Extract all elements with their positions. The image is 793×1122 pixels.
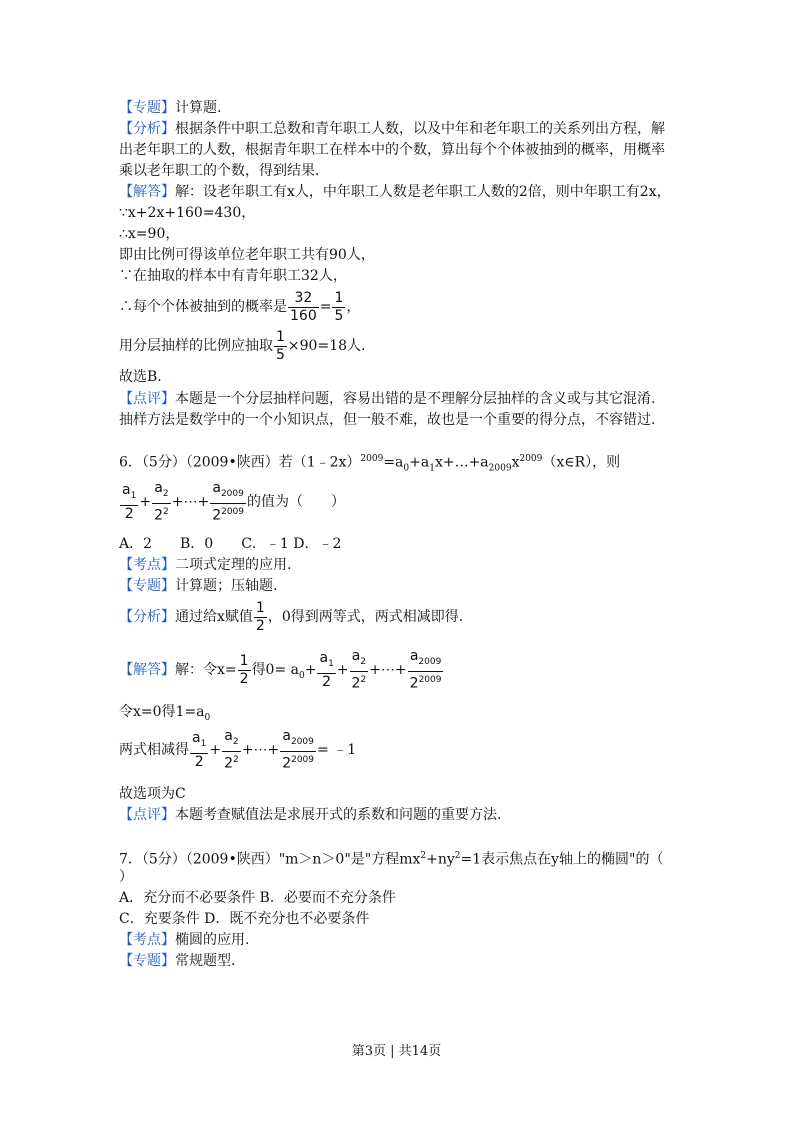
q6-expression-line: $\frac{a_1}{2}$ + $\frac{a_2}{2^2}$ +⋯+ $\frac{a_{2009}}{2^{2009}}$ 的值为（ ） [122, 480, 346, 524]
q5-solution-line-4: 即由比例可得该单位老年职工共有90人， [119, 247, 375, 263]
fraction-numerator [222, 728, 241, 752]
variable: a [224, 728, 233, 744]
base: 2 [224, 755, 233, 772]
fraction-numerator [152, 480, 171, 504]
fraction-a1-over-2 [120, 482, 138, 523]
analysis-tag: 【分析】 [119, 121, 175, 137]
fraction-denominator [222, 752, 241, 773]
subscript: 1 [130, 490, 137, 501]
fraction-numerator [210, 480, 246, 504]
q6-stem-part: =a [383, 454, 404, 471]
q6-stem-part: x [511, 454, 520, 471]
q7-stem-part: +ny [426, 851, 455, 868]
variable: a [282, 728, 291, 744]
solution-tag: 【解答】 [119, 184, 175, 200]
fraction-a2-over-2-squared [350, 648, 369, 692]
q5-solution-line-6 [119, 288, 360, 326]
q5-probability-text: ∴每个个体被抽到的概率是 [119, 299, 287, 315]
q7-stem-part: =1表示焦点在y轴上的椭圆"的（ [460, 851, 664, 868]
fraction-denominator: 2 [239, 670, 249, 687]
q6-stem-text: 6．（5分）（2009•陕西）若（1﹣2x） [119, 454, 361, 471]
q6-stem-part: +a [409, 454, 430, 471]
fraction-denominator [280, 752, 316, 773]
comment-tag: 【点评】 [119, 807, 175, 823]
subscript: 2009 [220, 488, 244, 499]
q7-stem-line-2: ） [119, 869, 133, 885]
subscript: 2009 [418, 656, 442, 667]
variable: a [192, 729, 201, 746]
topic-tag: 【专题】 [119, 953, 175, 969]
fraction-numerator: 1 [276, 328, 285, 345]
q6-options-line: A．2 B．0 C．﹣1 D．﹣2 [119, 536, 342, 552]
base: 2 [409, 675, 419, 692]
exponent: 2009 [291, 754, 315, 765]
topic-tag: 【专题】 [119, 100, 175, 116]
fraction-1-2 [238, 653, 251, 688]
fraction-a2009-over-2-pow [408, 648, 444, 692]
fraction-denominator: 2 [255, 617, 265, 634]
q7-stem-text: 7．（5分）（2009•陕西）"m＞n＞0"是"方程mx [119, 851, 421, 868]
q6-examination-point-line [119, 555, 291, 575]
q5-analysis-text-1: 根据条件中职工总数和青年职工人数，以及中年和老年职工的关系列出方程，解 [175, 121, 665, 137]
subscript: 2009 [488, 463, 512, 474]
fraction-numerator [280, 728, 316, 752]
q5-solution-line-5: ∵在抽取的样本中有青年职工32人， [119, 268, 347, 284]
q6-question-text: 的值为（ ） [247, 494, 346, 511]
q5-analysis-line-1 [119, 119, 665, 139]
exponent: 2009 [221, 506, 245, 517]
q5-sampling-text: 用分层抽样的比例应抽取 [119, 338, 273, 354]
solution-tag: 【解答】 [119, 662, 175, 679]
fraction-32-160 [288, 290, 319, 325]
comma: ， [346, 299, 361, 315]
q6-result-text: = ﹣1 [317, 742, 357, 759]
fraction-numerator [190, 730, 208, 754]
variable: a [319, 649, 329, 666]
subscript: 2 [232, 736, 239, 747]
q7-topic-line [119, 951, 235, 971]
q5-solution-text-1: 解：设老年职工有x人，中年职工人数是老年职工人数的2倍，则中年职工有2x， [175, 184, 671, 200]
subscript: 0 [403, 463, 410, 474]
fraction-1-5 [332, 290, 345, 325]
subscript: 2 [360, 656, 367, 667]
fraction-denominator [408, 672, 444, 693]
fraction-denominator: 160 [290, 307, 317, 324]
q5-solution-line-2: ∵x+2x+160=430， [119, 205, 256, 221]
q6-comment-text: 本题考查赋值法是求展开式的系数和问题的重要方法. [175, 807, 502, 823]
variable: a [351, 648, 361, 664]
q5-analysis-line-3: 乘以老年职工的个数，得到结果. [119, 163, 320, 179]
q5-solution-line-1 [119, 182, 671, 202]
q5-comment-line-2: 抽样方法是数学中的一个小知识点，但一般不难，故也是一个重要的得分点，不容错过. [119, 412, 656, 428]
q5-solution-line-7 [119, 327, 365, 365]
q6-stem-line [119, 449, 620, 478]
comment-tag: 【点评】 [119, 391, 175, 407]
fraction-a2009-over-2-pow [210, 480, 246, 524]
exponent: 2 [232, 754, 239, 765]
fraction-numerator: 1 [334, 289, 344, 306]
fraction-denominator: 5 [334, 307, 344, 324]
fraction-denominator: 2 [322, 673, 332, 690]
variable: a [122, 481, 131, 498]
q6-solution-text-mid: 得0= a [251, 662, 299, 679]
exponent: 2009 [519, 454, 543, 464]
fraction-numerator: 1 [255, 599, 265, 616]
subscript: 2009 [290, 736, 314, 747]
q7-options-line-1: A．充分而不必要条件 B．必要而不充分条件 [119, 890, 396, 906]
exponent: 2009 [360, 454, 384, 464]
q6-answer-line: 故选项为C [119, 786, 186, 802]
q6-topic-text: 计算题；压轴题. [175, 578, 278, 594]
q6-analysis-text-tail: ，0得到两等式，两式相减即得. [267, 609, 464, 625]
fraction-numerator [317, 650, 335, 674]
ellipsis-sum: +⋯+ [171, 494, 210, 511]
exponent: 2 [420, 851, 427, 861]
q6-solution-text: 解：令x= [175, 662, 237, 679]
fraction-a2-over-2-squared [152, 480, 171, 524]
variable: a [409, 648, 419, 664]
fraction-a1-over-2 [317, 650, 335, 691]
q6-solution-line-1: 【解答】解：令x= $\frac{1}{2}$ 得$0= a_0+$ $\frac{a_1}{2}$ + $\frac{a_2}{2^2}$ +⋯+ $\frac{a_{2009}}{2^{2009}}$ [119, 648, 442, 692]
q5-result-text: ×90=18人. [287, 338, 366, 354]
q6-solution-line-3: 两式相减得 $\frac{a_1}{2}$ + $\frac{a_2}{2^2}$ +⋯+ $\frac{a_{2009}}{2^{2009}}$ = ﹣1 [119, 728, 357, 772]
analysis-tag: 【分析】 [119, 609, 175, 625]
q7-examination-point-text: 椭圆的应用. [175, 932, 250, 948]
subscript: 1 [200, 738, 207, 749]
q6-solution-text-2: 令x=0得1=a [119, 704, 205, 720]
q6-analysis-text: 通过给x赋值 [175, 609, 253, 625]
exponent: 2 [360, 674, 367, 685]
q6-topic-line [119, 576, 277, 596]
q6-solution-text-3: 两式相减得 [119, 742, 189, 759]
q5-comment-line-1 [119, 389, 655, 409]
q5-solution-line-3: ∴x=90， [119, 226, 180, 242]
plus-sign: + [304, 662, 317, 679]
q6-examination-point-text: 二项式定理的应用. [175, 557, 292, 573]
fraction-numerator [408, 648, 444, 672]
q7-topic-text: 常规题型. [175, 953, 236, 969]
base: 2 [154, 507, 163, 524]
fraction-a1-over-2 [190, 730, 208, 771]
fraction-numerator [350, 648, 369, 672]
q5-comment-text-1: 本题是一个分层抽样问题，容易出错的是不理解分层抽样的含义或与其它混淆. [175, 391, 656, 407]
fraction-denominator: 2 [124, 505, 134, 522]
ellipsis-sum: +⋯+ [241, 742, 280, 759]
q5-topic-line [119, 98, 221, 118]
fraction-numerator [120, 482, 138, 506]
q7-options-line-2: C．充要条件 D．既不充分也不必要条件 [119, 911, 370, 927]
subscript: 0 [299, 671, 305, 682]
base: 2 [212, 507, 222, 524]
topic-tag: 【专题】 [119, 578, 175, 594]
subscript: 0 [204, 712, 211, 723]
q6-solution-line-2 [119, 702, 210, 728]
subscript: 2 [162, 488, 169, 499]
q6-stem-part: （x∈R），则 [542, 454, 621, 471]
exponent: 2 [454, 851, 461, 861]
exponent: 2009 [418, 674, 442, 685]
q7-examination-point-line [119, 930, 249, 950]
fraction-denominator [210, 504, 246, 525]
ellipsis-sum: +⋯+ [369, 662, 407, 679]
page-footer: 第3页 | 共14页 [351, 1044, 442, 1059]
fraction-numerator: 32 [288, 290, 319, 308]
q5-topic-text: 计算题. [175, 100, 222, 116]
base: 2 [282, 755, 292, 772]
exponent: 2 [162, 506, 169, 517]
q6-analysis-line [119, 598, 463, 636]
fraction-denominator: 5 [276, 346, 285, 363]
fraction-1-5 [274, 329, 287, 364]
examination-point-tag: 【考点】 [119, 557, 175, 573]
q7-stem-line-1 [119, 846, 664, 870]
fraction-denominator [152, 504, 171, 525]
q5-answer-line: 故选B. [119, 369, 162, 385]
fraction-denominator [350, 672, 369, 693]
fraction-a2009-over-2-pow [280, 728, 316, 772]
equals-sign: = [319, 299, 332, 315]
q6-comment-line [119, 805, 501, 825]
variable: a [154, 480, 163, 496]
subscript: 1 [429, 463, 435, 474]
fraction-denominator: 2 [194, 753, 204, 770]
subscript: 1 [328, 658, 334, 669]
fraction-1-2 [254, 600, 267, 635]
fraction-a2-over-2-squared [222, 728, 241, 772]
q6-stem-part: x+…+a [434, 454, 489, 471]
q5-analysis-line-2: 出老年职工的人数，根据青年职工在样本中的个数，算出每个个体被抽到的概率，用概率 [119, 142, 665, 158]
examination-point-tag: 【考点】 [119, 932, 175, 948]
base: 2 [351, 675, 361, 692]
fraction-numerator: 1 [239, 652, 249, 669]
variable: a [212, 480, 221, 496]
